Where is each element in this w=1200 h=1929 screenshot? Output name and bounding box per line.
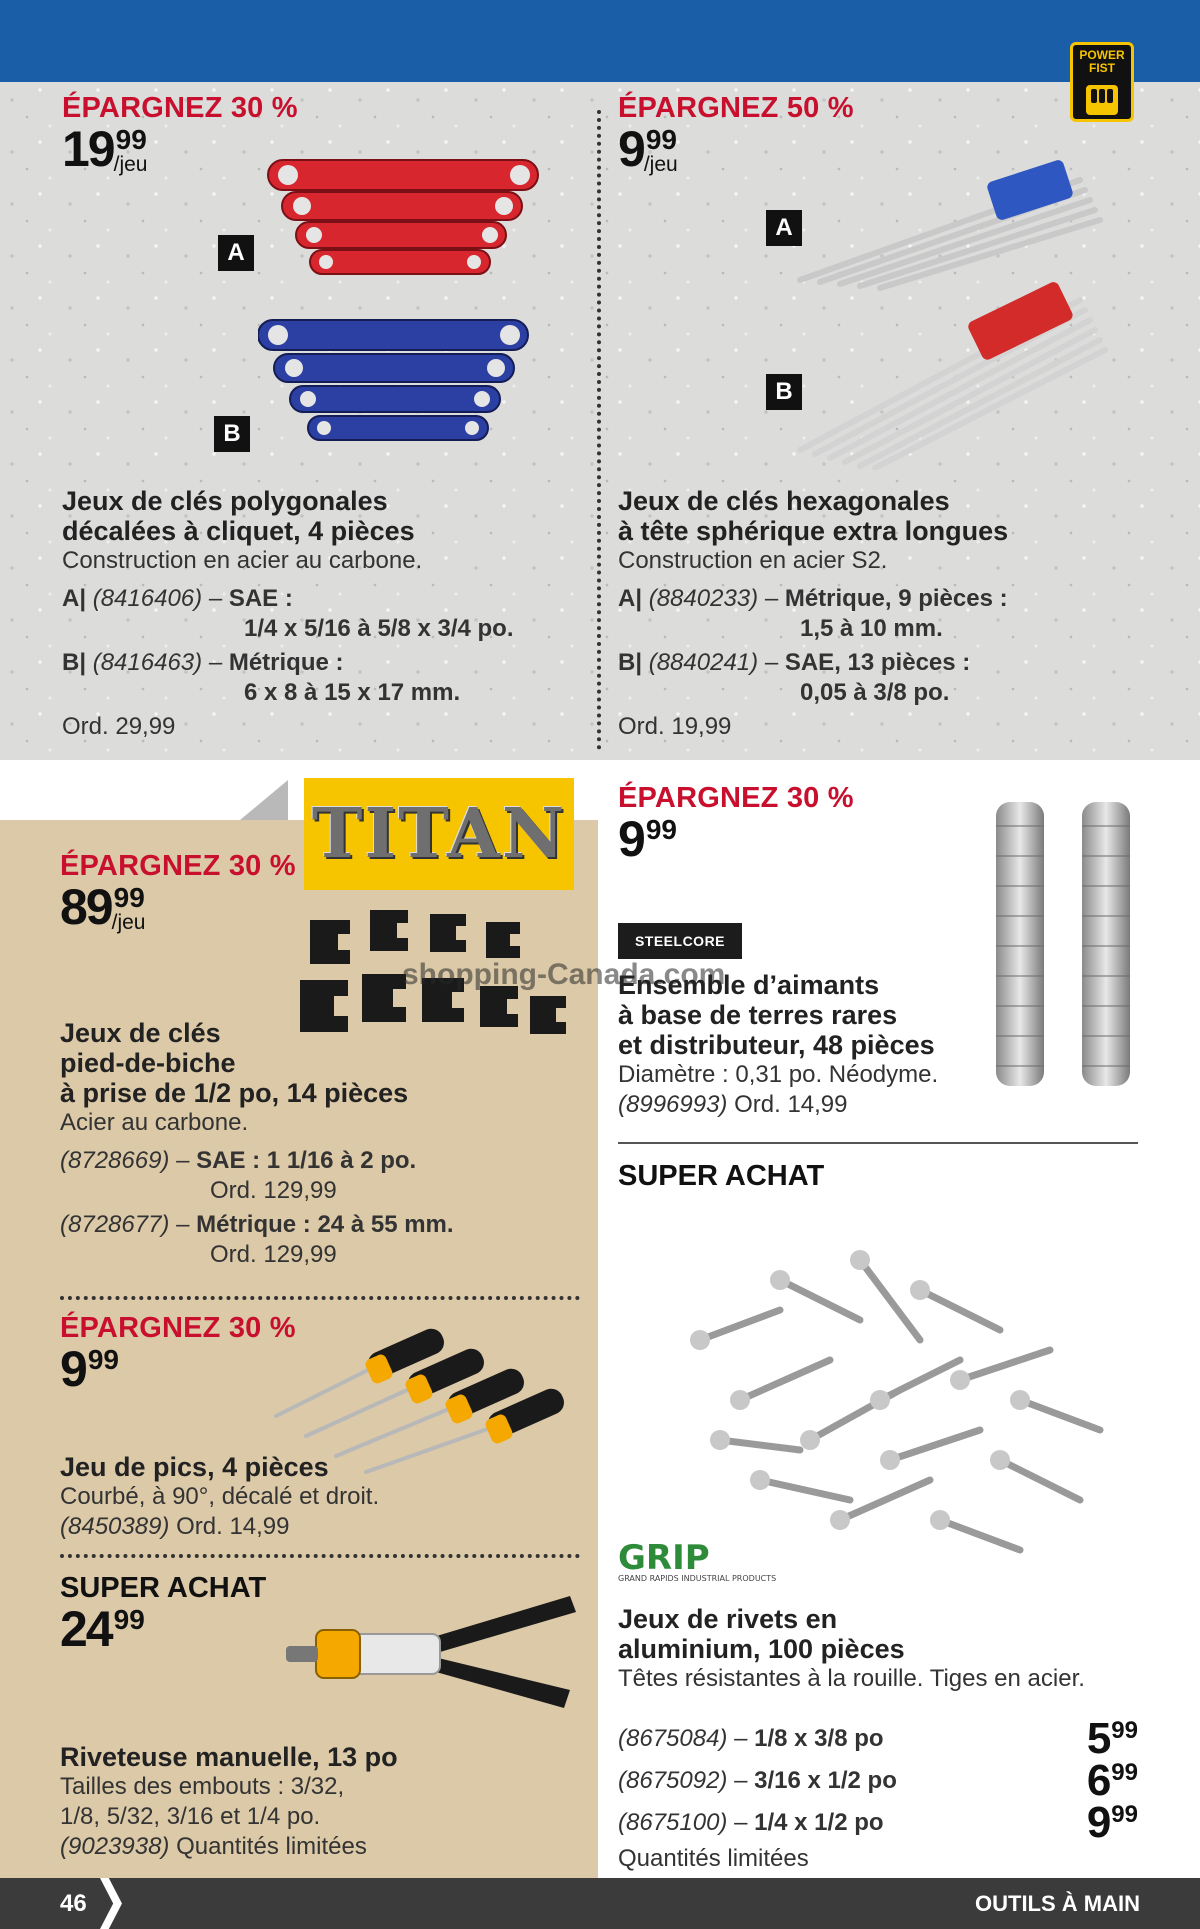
magnets-title-line2: à base de terres rares xyxy=(618,1000,898,1030)
crowfoot-a-ord: Ord. 129,99 xyxy=(210,1177,337,1204)
rivets-title-line2: aluminium, 100 pièces xyxy=(618,1634,905,1664)
grip-logo-text: GRIP xyxy=(618,1538,710,1578)
picks-info xyxy=(60,1452,580,1542)
ratchet-b-sku: (8416463) xyxy=(92,649,203,676)
ratchet-title-line2: décalées à cliquet, 4 pièces xyxy=(62,516,415,546)
riveter-sku: (9023938) xyxy=(60,1833,170,1860)
picks-sku: (8450389) xyxy=(60,1513,170,1540)
titan-logo-text: TITAN xyxy=(311,794,567,874)
crowfoot-price-cents: 99 xyxy=(113,882,145,913)
picks-price-whole: 9 xyxy=(60,1341,86,1397)
ratchet-a-dash: – xyxy=(208,585,223,612)
hex-a-sku: (8840233) xyxy=(648,585,759,612)
magnets-title-line3: et distributeur, 48 pièces xyxy=(618,1030,935,1060)
rivets-row-sku: (8675084) xyxy=(618,1725,728,1752)
picks-ord: Ord. 14,99 xyxy=(176,1513,290,1540)
section-title: OUTILS À MAIN xyxy=(975,1890,1140,1916)
magnets-desc: Diamètre : 0,31 po. Néodyme. xyxy=(618,1061,939,1088)
rivets-desc: Têtes résistantes à la rouille. Tiges en acier. xyxy=(618,1665,1085,1692)
picks-save: ÉPARGNEZ 30 % xyxy=(60,1312,296,1344)
magnets-sku: (8996993) xyxy=(618,1091,728,1118)
magnets-price-whole: 9 xyxy=(618,811,644,867)
crowfoot-title-line3: à prise de 1/2 po, 14 pièces xyxy=(60,1078,409,1108)
hex-price xyxy=(618,121,678,177)
riveter-note: Quantités limitées xyxy=(176,1833,367,1860)
ratchet-wrench-image xyxy=(258,150,558,470)
hex-b-spec-detail: 0,05 à 3/8 po. xyxy=(800,679,950,706)
riveter-info xyxy=(60,1742,580,1862)
crowfoot-title-line1: Jeux de clés xyxy=(60,1018,221,1048)
rivets-note: Quantités limitées xyxy=(618,1845,809,1872)
rivets-info xyxy=(618,1604,1178,1694)
ratchet-price-unit: /jeu xyxy=(113,153,148,176)
magnets-ord: Ord. 14,99 xyxy=(734,1091,848,1118)
ratchet-price xyxy=(62,121,148,177)
hex-label-a: A xyxy=(766,210,802,246)
crowfoot-variant-a xyxy=(60,1146,580,1176)
rivets-row-price-cents: 99 xyxy=(1111,1759,1138,1786)
ratchet-a-spec: SAE : xyxy=(228,585,293,612)
crowfoot-a-sku: (8728669) xyxy=(60,1147,170,1174)
hex-title-line2: à tête sphérique extra longues xyxy=(618,516,1009,546)
watermark: shopping-Canada.com xyxy=(402,958,726,991)
magnets-price-cents: 99 xyxy=(645,814,677,845)
top-banner xyxy=(0,0,1200,82)
hex-b-dash: – xyxy=(764,649,779,676)
crowfoot-variant-b xyxy=(60,1210,580,1240)
grip-logo xyxy=(618,1538,778,1588)
ratchet-save: ÉPARGNEZ 30 % xyxy=(62,92,298,124)
rivets-row-spec: 1/8 x 3/8 po xyxy=(754,1725,884,1752)
hex-price-whole: 9 xyxy=(618,121,644,177)
hex-b-prefix: B| xyxy=(618,649,643,676)
riveter-desc-line1: Tailles des embouts : 3/32, xyxy=(60,1773,345,1800)
titan-logo xyxy=(304,778,574,890)
magnets-sku-line xyxy=(618,1090,998,1120)
crowfoot-b-sku: (8728677) xyxy=(60,1211,170,1238)
crowfoot-price xyxy=(60,879,146,935)
magnets-price xyxy=(618,811,677,867)
crowfoot-b-ord: Ord. 129,99 xyxy=(210,1241,337,1268)
crowfoot-save: ÉPARGNEZ 30 % xyxy=(60,850,296,882)
ratchet-a-sku: (8416406) xyxy=(92,585,203,612)
crowfoot-a-spec: SAE : 1 1/16 à 2 po. xyxy=(196,1147,417,1174)
rivets-row xyxy=(618,1756,1138,1805)
riveter-super: SUPER ACHAT xyxy=(60,1572,267,1604)
hex-save: ÉPARGNEZ 50 % xyxy=(618,92,854,124)
ratchet-info xyxy=(62,486,582,742)
hex-key-image xyxy=(780,150,1140,470)
hex-desc: Construction en acier S2. xyxy=(618,547,888,574)
vertical-divider xyxy=(597,110,601,750)
magnets-info xyxy=(618,970,998,1120)
rivets-row-price-cents: 99 xyxy=(1111,1717,1138,1744)
fist-icon xyxy=(1082,79,1122,119)
riveter-desc-line2: 1/8, 5/32, 3/16 et 1/4 po. xyxy=(60,1803,321,1830)
rivets-row-dash: – xyxy=(734,1725,748,1752)
hex-b-spec: SAE, 13 pièces : xyxy=(784,649,971,676)
steelcore-logo xyxy=(618,923,742,959)
ratchet-variant-a xyxy=(62,584,582,614)
hex-price-cents: 99 xyxy=(645,124,677,155)
crowfoot-price-whole: 89 xyxy=(60,879,112,935)
ratchet-desc: Construction en acier au carbone. xyxy=(62,547,423,574)
hex-ord: Ord. 19,99 xyxy=(618,713,732,740)
riveter-image xyxy=(280,1586,580,1716)
crowfoot-b-spec: Métrique : 24 à 55 mm. xyxy=(196,1211,454,1238)
rivets-row-price-whole: 9 xyxy=(1086,1798,1110,1847)
magnet-stack-image xyxy=(990,796,1140,1096)
crowfoot-b-dash: – xyxy=(176,1211,190,1238)
ratchet-b-dash: – xyxy=(208,649,223,676)
rivets-row-sku: (8675100) xyxy=(618,1809,728,1836)
magnets-divider xyxy=(618,1142,1138,1144)
rivets-row-dash: – xyxy=(734,1767,748,1794)
ratchet-variant-b xyxy=(62,648,582,678)
picks-sku-line xyxy=(60,1512,580,1542)
rivets-row xyxy=(618,1714,1138,1763)
magnets-title-line1: Ensemble d’aimants xyxy=(618,970,880,1000)
rivets-super: SUPER ACHAT xyxy=(618,1160,825,1192)
hex-a-spec: Métrique, 9 pièces : xyxy=(784,585,1008,612)
rivets-title-line1: Jeux de rivets en xyxy=(618,1604,838,1634)
riveter-price-whole: 24 xyxy=(60,1601,112,1657)
rivets-row-spec: 3/16 x 1/2 po xyxy=(754,1767,897,1794)
ratchet-label-b: B xyxy=(214,416,250,452)
ratchet-a-prefix: A| xyxy=(62,585,87,612)
magnets-save: ÉPARGNEZ 30 % xyxy=(618,782,854,814)
picks-divider xyxy=(60,1554,580,1558)
ratchet-label-a: A xyxy=(218,235,254,271)
ratchet-b-spec-detail: 6 x 8 à 15 x 17 mm. xyxy=(244,679,461,706)
picks-desc: Courbé, à 90°, décalé et droit. xyxy=(60,1483,380,1510)
rivets-row-price xyxy=(1086,1756,1138,1805)
ratchet-title-line1: Jeux de clés polygonales xyxy=(62,486,388,516)
riveter-price xyxy=(60,1601,145,1657)
hex-variant-a xyxy=(618,584,1178,614)
ratchet-ord: Ord. 29,99 xyxy=(62,713,176,740)
picks-price-cents: 99 xyxy=(87,1344,119,1375)
steelcore-logo-text: STEELCORE xyxy=(634,933,726,949)
hex-variant-b xyxy=(618,648,1178,678)
grip-logo-subtitle: GRAND RAPIDS INDUSTRIAL PRODUCTS xyxy=(618,1574,777,1583)
rivets-row-sku: (8675092) xyxy=(618,1767,728,1794)
ratchet-price-cents: 99 xyxy=(115,124,147,155)
rivets-row-price xyxy=(1086,1714,1138,1763)
hex-price-unit: /jeu xyxy=(643,153,678,176)
rivets-row-price-whole: 6 xyxy=(1086,1756,1110,1805)
rivets-row xyxy=(618,1798,1138,1847)
hex-label-b: B xyxy=(766,374,802,410)
crowfoot-a-dash: – xyxy=(176,1147,190,1174)
rivets-row-dash: – xyxy=(734,1809,748,1836)
ratchet-price-whole: 19 xyxy=(62,121,114,177)
ratchet-b-prefix: B| xyxy=(62,649,87,676)
riveter-sku-line xyxy=(60,1832,580,1862)
rivets-variant-list xyxy=(618,1714,1138,1874)
panel-tab xyxy=(240,780,288,820)
hex-b-sku: (8840241) xyxy=(648,649,759,676)
crowfoot-desc: Acier au carbone. xyxy=(60,1109,249,1136)
ratchet-a-spec-detail: 1/4 x 5/16 à 5/8 x 3/4 po. xyxy=(244,615,514,642)
riveter-price-cents: 99 xyxy=(113,1604,145,1635)
hex-title-line1: Jeux de clés hexagonales xyxy=(618,486,950,516)
riveter-title: Riveteuse manuelle, 13 po xyxy=(60,1742,398,1772)
power-fist-logo-text: POWER FIST xyxy=(1079,48,1125,75)
picks-price xyxy=(60,1341,119,1397)
power-fist-logo xyxy=(1070,42,1134,122)
crowfoot-info xyxy=(60,1018,580,1270)
crowfoot-divider xyxy=(60,1296,580,1300)
hex-a-spec-detail: 1,5 à 10 mm. xyxy=(800,615,943,642)
hex-info xyxy=(618,486,1178,742)
crowfoot-price-unit: /jeu xyxy=(111,911,146,934)
page-number: 46 xyxy=(0,1878,108,1929)
rivets-row-price-cents: 99 xyxy=(1111,1801,1138,1828)
hex-a-prefix: A| xyxy=(618,585,643,612)
ratchet-b-spec: Métrique : xyxy=(228,649,344,676)
rivets-row-spec: 1/4 x 1/2 po xyxy=(754,1809,884,1836)
hex-a-dash: – xyxy=(764,585,779,612)
rivets-row-price-whole: 5 xyxy=(1086,1714,1110,1763)
picks-title: Jeu de pics, 4 pièces xyxy=(60,1452,329,1482)
rivets-row-price xyxy=(1086,1798,1138,1847)
crowfoot-title-line2: pied-de-biche xyxy=(60,1048,236,1078)
